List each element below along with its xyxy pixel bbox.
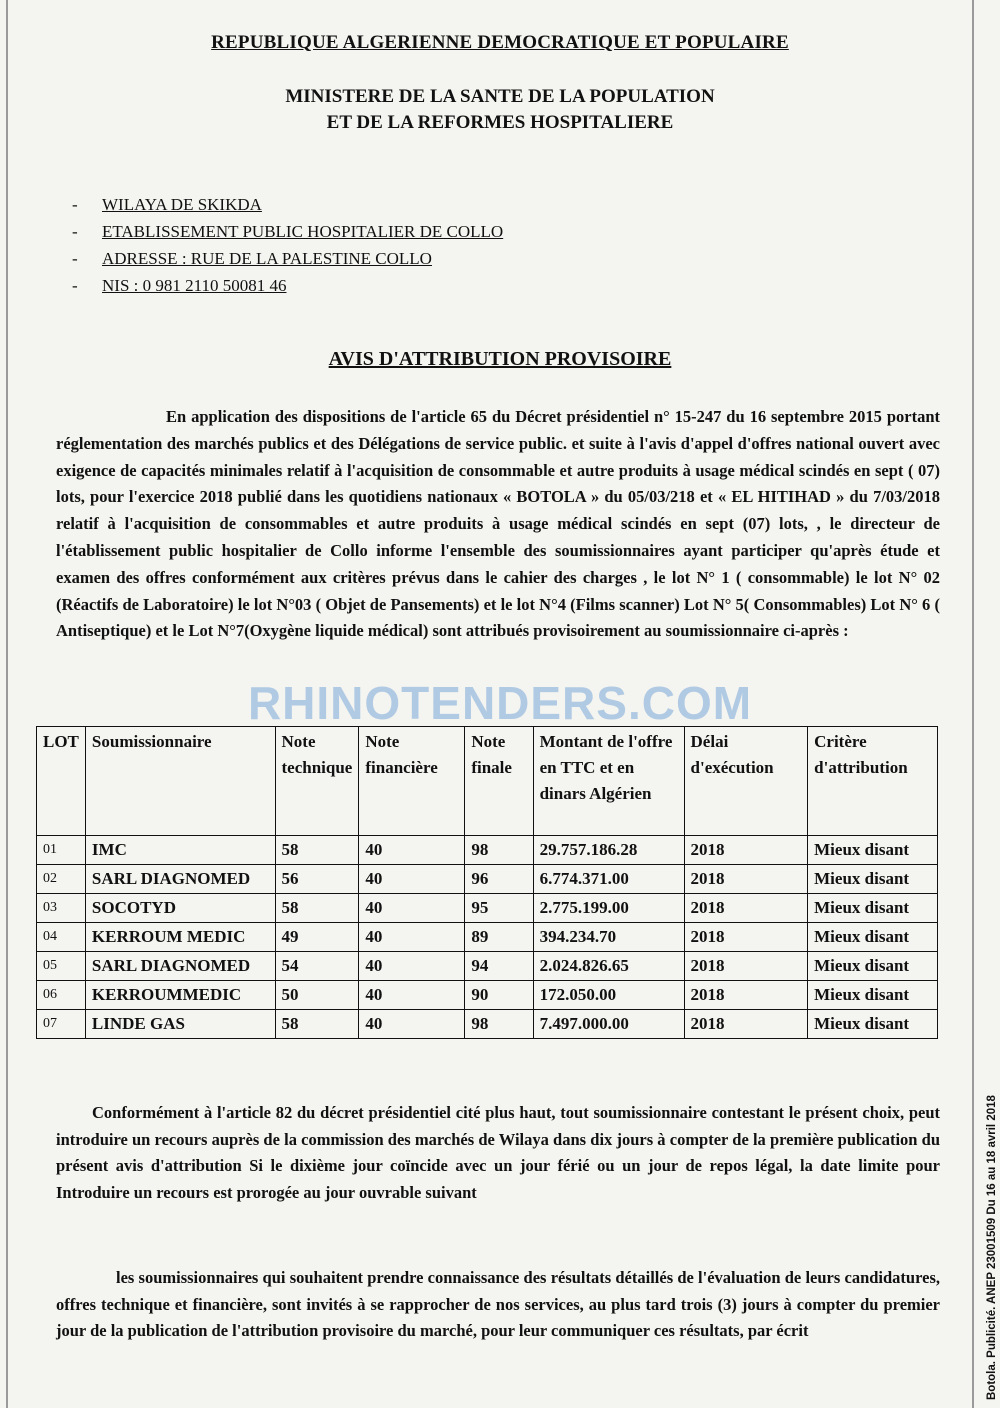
cell-soumissionnaire: KERROUMMEDIC (85, 981, 275, 1010)
cell-soumissionnaire: KERROUM MEDIC (85, 923, 275, 952)
table-row (37, 952, 938, 981)
cell-delai: 2018 (684, 981, 808, 1010)
cell-montant: 7.497.000.00 (533, 1010, 684, 1039)
cell-soumissionnaire: IMC (85, 836, 275, 865)
table-row (37, 865, 938, 894)
recours-paragraph: Conformément à l'article 82 du décret présidentiel cité plus haut, tout soumissionnaire contestant le présent choix, peut introduire un recours auprès de la commission des marchés de Wilaya dans dix jours à compter de la première publication du présent avis d'attribution Si le dixième jour coïncide avec un jour férié ou un jour de repos légal, la date limite pour Introduire un recours est prorogée au jour ouvrable suivant (56, 1103, 940, 1202)
cell-note-finale: 95 (465, 894, 533, 923)
watermark-text: RHINOTENDERS.COM (247, 677, 753, 729)
info-item-adresse: - ADRESSE : RUE DE LA PALESTINE COLLO (72, 249, 432, 268)
cell-montant: 2.024.826.65 (533, 952, 684, 981)
cell-soumissionnaire: SARL DIAGNOMED (85, 865, 275, 894)
cell-montant: 394.234.70 (533, 923, 684, 952)
cell-note-financiere: 40 (359, 894, 465, 923)
cell-lot: 01 (37, 836, 86, 865)
cell-soumissionnaire: LINDE GAS (85, 1010, 275, 1039)
cell-critere: Mieux disant (808, 894, 938, 923)
intro-paragraph: En application des dispositions de l'article 65 du Décret présidentiel n° 15-247 du 16 septembre 2015 portant réglementation des marchés publics et des Délégations de service public. et suite à l'avis d'appel d'offres national ouvert avec exigence de capacités minimales relatif à l'acquisition de consommable et autre produits à usage médical scindés en sept ( 07) lots, pour l'exercice 2018 publié dans les quotidiens nationaux « BOTOLA » du 05/03/218 et « EL HITIHAD » du 7/03/2018 relatif à l'acquisition de consommables et autre produits à usage médical scindés en sept (07) lots, , le directeur de l'établissement public hospitalier de Collo informe l'ensemble des soumissionnaires ayant participer qu'après étude et examen des offres conformément aux critères prévus dans le cahier des charges , le lot N° 1 ( consommable) le lot N° 02 (Réactifs de Laboratoire) le lot N°03 ( Objet de Pansements) et le lot N°4 (Films scanner) Lot N° 5( Consommables) Lot N° 6 ( Antiseptique) et le Lot N°7(Oxygène liquide médical) sont attribués provisoirement au soumissionnaire ci-après : (56, 407, 940, 641)
cell-delai: 2018 (684, 952, 808, 981)
cell-note-finale: 94 (465, 952, 533, 981)
table-row (37, 981, 938, 1010)
cell-soumissionnaire: SARL DIAGNOMED (85, 952, 275, 981)
cell-note-finale: 96 (465, 865, 533, 894)
col-delai: Délai d'exécution (684, 727, 808, 836)
info-item-nis: - NIS : 0 981 2110 50081 46 (72, 276, 287, 295)
cell-note-finale: 89 (465, 923, 533, 952)
cell-lot: 03 (37, 894, 86, 923)
col-montant: Montant de l'offre en TTC et en dinars Algérien (533, 727, 684, 836)
publication-side-note: Botola. Publicité. ANEP 23001509 Du 16 au 18 avril 2018 (986, 1095, 998, 1400)
col-note-technique: Note technique (275, 727, 359, 836)
cell-lot: 07 (37, 1010, 86, 1039)
cell-note-financiere: 40 (359, 952, 465, 981)
cell-note-technique: 58 (275, 894, 359, 923)
table-row (37, 1010, 938, 1039)
cell-lot: 04 (37, 923, 86, 952)
table-row (37, 923, 938, 952)
ministry-line-2: ET DE LA REFORMES HOSPITALIERE (326, 112, 674, 133)
table-header-row (37, 727, 938, 836)
cell-note-finale: 98 (465, 836, 533, 865)
cell-delai: 2018 (684, 923, 808, 952)
cell-note-financiere: 40 (359, 923, 465, 952)
cell-note-financiere: 40 (359, 836, 465, 865)
col-lot: LOT (37, 727, 86, 836)
table-row (37, 894, 938, 923)
institution-info-list (72, 191, 503, 299)
col-note-finale: Note finale (465, 727, 533, 836)
closing-paragraph: les soumissionnaires qui souhaitent prendre connaissance des résultats détaillés de l'évaluation de leurs candidatures, offres technique et financière, sont invités à se rapprocher de nos services, au plus tard trois (3) jours à compter du premier jour de la publication de l'attribution provisoire du marché, pour leur communiquer ces résultats, par écrit (56, 1268, 940, 1340)
cell-critere: Mieux disant (808, 1010, 938, 1039)
cell-note-technique: 56 (275, 865, 359, 894)
cell-note-finale: 90 (465, 981, 533, 1010)
info-item-etablissement: - ETABLISSEMENT PUBLIC HOSPITALIER DE COLLO (72, 222, 504, 241)
cell-montant: 172.050.00 (533, 981, 684, 1010)
cell-delai: 2018 (684, 1010, 808, 1039)
cell-note-financiere: 40 (359, 1010, 465, 1039)
cell-note-technique: 58 (275, 1010, 359, 1039)
cell-note-finale: 98 (465, 1010, 533, 1039)
cell-lot: 06 (37, 981, 86, 1010)
notice-title: AVIS D'ATTRIBUTION PROVISOIRE (328, 348, 672, 370)
col-note-financiere: Note financière (359, 727, 465, 836)
info-item-wilaya: - WILAYA DE SKIKDA (72, 195, 262, 214)
ministry-line-1: MINISTERE DE LA SANTE DE LA POPULATION (285, 86, 715, 107)
cell-note-financiere: 40 (359, 865, 465, 894)
attribution-table (36, 726, 938, 1039)
cell-montant: 2.775.199.00 (533, 894, 684, 923)
cell-note-technique: 54 (275, 952, 359, 981)
cell-critere: Mieux disant (808, 981, 938, 1010)
cell-montant: 6.774.371.00 (533, 865, 684, 894)
col-critere: Critère d'attribution (808, 727, 938, 836)
cell-lot: 02 (37, 865, 86, 894)
cell-montant: 29.757.186.28 (533, 836, 684, 865)
cell-note-technique: 49 (275, 923, 359, 952)
republic-title: REPUBLIQUE ALGERIENNE DEMOCRATIQUE ET POPULAIRE (211, 32, 789, 53)
col-soumissionnaire: Soumissionnaire (85, 727, 275, 836)
cell-delai: 2018 (684, 894, 808, 923)
cell-note-technique: 50 (275, 981, 359, 1010)
cell-critere: Mieux disant (808, 865, 938, 894)
table-row (37, 836, 938, 865)
cell-lot: 05 (37, 952, 86, 981)
cell-critere: Mieux disant (808, 923, 938, 952)
cell-critere: Mieux disant (808, 836, 938, 865)
cell-delai: 2018 (684, 836, 808, 865)
cell-note-technique: 58 (275, 836, 359, 865)
cell-delai: 2018 (684, 865, 808, 894)
cell-soumissionnaire: SOCOTYD (85, 894, 275, 923)
cell-note-financiere: 40 (359, 981, 465, 1010)
cell-critere: Mieux disant (808, 952, 938, 981)
